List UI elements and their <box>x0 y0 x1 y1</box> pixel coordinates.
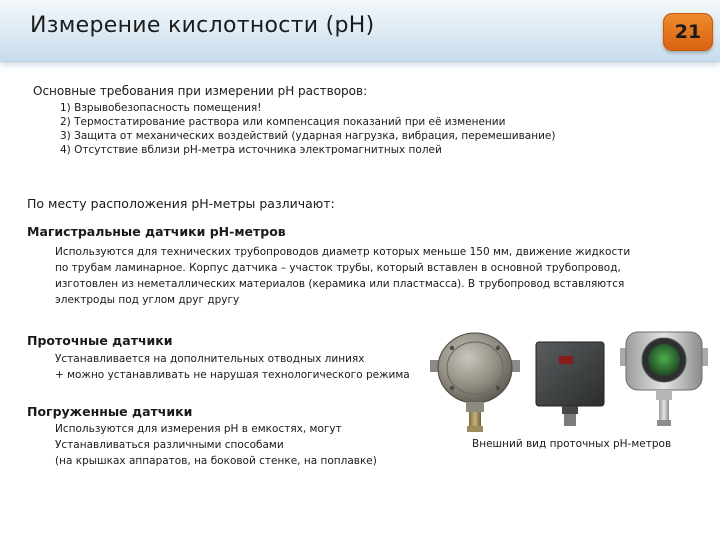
body-line: изготовлен из неметаллических материалов (керамика или пластмасса). В трубопровод вставляются <box>55 278 625 290</box>
location-intro: По месту расположения рН-метры различают: <box>27 196 335 211</box>
round-sensor-photo <box>430 326 520 436</box>
slide-header <box>0 0 720 62</box>
section-title-immersion: Погруженные датчики <box>27 404 193 419</box>
requirements-heading: Основные требования при измерении рН растворов: <box>33 84 368 98</box>
figure-caption: Внешний вид проточных рН-метров <box>472 438 672 450</box>
page-number-badge: 21 <box>663 13 713 51</box>
body-line: Используются для технических трубопроводов диаметр которых меньше 150 мм, движение жидкости <box>55 246 631 258</box>
section-body-main-line <box>55 244 630 308</box>
box-sensor-photo <box>528 330 612 434</box>
requirement-item: 3) Защита от механических воздействий (ударная нагрузка, вибрация, перемешивание) <box>60 130 556 142</box>
body-line: Устанавливаться различными способами <box>55 439 284 451</box>
section-body-flow <box>55 351 410 383</box>
body-line: (на крышках аппаратов, на боковой стенке, на поплавке) <box>55 455 377 467</box>
requirement-item: 4) Отсутствие вблизи рН-метра источника электромагнитных полей <box>60 144 442 156</box>
display-transmitter-photo <box>620 326 710 436</box>
body-line: электроды под углом друг другу <box>55 294 240 306</box>
section-body-immersion <box>55 421 377 469</box>
section-title-flow: Проточные датчики <box>27 333 173 348</box>
body-line: Устанавливается на дополнительных отводных линиях <box>55 353 365 365</box>
section-title-main-line: Магистральные датчики рН-метров <box>27 224 286 239</box>
requirement-item: 2) Термостатирование раствора или компенсация показаний при её изменении <box>60 116 506 128</box>
requirements-list <box>60 101 555 157</box>
body-line: по трубам ламинарное. Корпус датчика – участок трубы, который вставлен в основной трубопровод, <box>55 262 621 274</box>
body-line: + можно устанавливать не нарушая технологического режима <box>55 369 410 381</box>
requirement-item: 1) Взрывобезопасность помещения! <box>60 102 262 114</box>
slide-title: Измерение кислотности (рН) <box>30 13 375 38</box>
body-line: Используются для измерения рН в емкостях, могут <box>55 423 342 435</box>
